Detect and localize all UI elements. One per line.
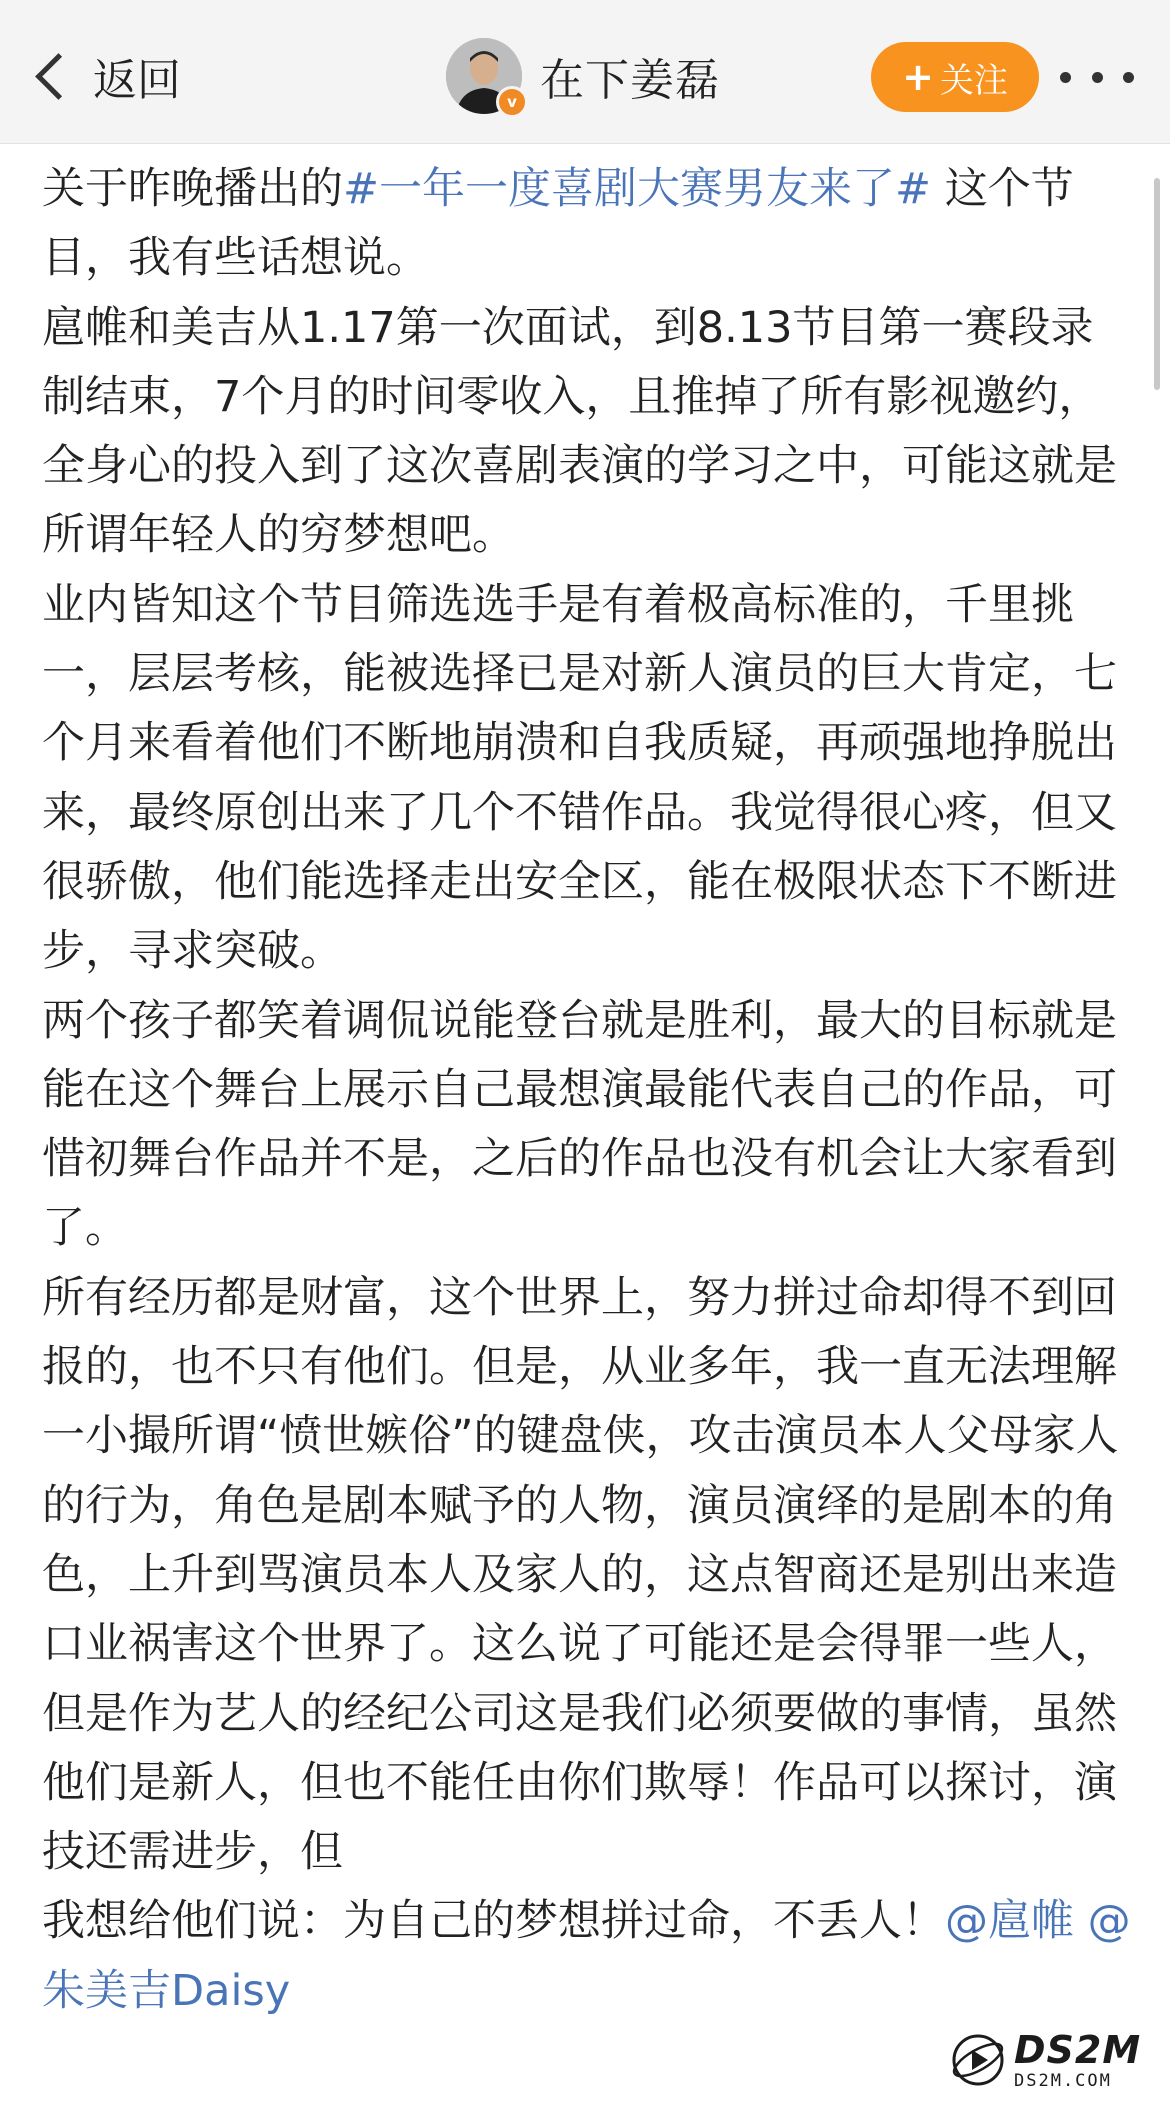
verified-badge-icon: v — [496, 86, 528, 118]
watermark — [948, 2025, 1160, 2095]
mention-link[interactable]: @朱美吉Daisy — [42, 1896, 1131, 2016]
watermark-subtext: DS2M.COM — [1014, 2070, 1112, 2091]
post-paragraph: 扈帷和美吉从1.17第一次面试，到8.13节目第一赛段录制结束，7个月的时间零收入，且推掉了所有影视邀约，全身心的投入到了这次喜剧表演的学习之中，可能这就是所谓年轻人的穷梦想吧。 — [42, 302, 1117, 561]
username[interactable]: 在下姜磊 — [540, 55, 720, 106]
back-button[interactable] — [30, 46, 181, 106]
post-body — [42, 155, 1132, 2026]
back-label: 返回 — [93, 55, 181, 106]
post-paragraph: 业内皆知这个节目筛选选手是有着极高标准的，千里挑一，层层考核，能被选择已是对新人演员的巨大肯定，七个月来看着他们不断地崩溃和自我质疑，再顽强地挣脱出来，最终原创出来了几个不错作品。我觉得很心疼，但又很骄傲，他们能选择走出安全区，能在极限状态下不断进步，寻求突破。 — [42, 579, 1117, 977]
post-paragraph — [42, 1887, 1132, 2026]
mention-link[interactable]: @扈帷 — [945, 1896, 1074, 1947]
more-dot — [1060, 72, 1071, 83]
plus-icon: + — [902, 55, 934, 99]
paragraph-text: 关于昨晚播出的 — [42, 164, 343, 214]
watermark-text: DS2M — [1014, 2027, 1142, 2072]
scrollbar[interactable] — [1154, 178, 1160, 390]
paragraph-text: 我想给他们说：为自己的梦想拼过命，不丢人！ — [42, 1896, 945, 1947]
follow-button[interactable] — [871, 42, 1039, 112]
author-profile[interactable] — [446, 38, 720, 114]
post-paragraph — [42, 155, 1132, 294]
more-dots-icon[interactable] — [1060, 62, 1134, 92]
post-paragraph: 所有经历都是财富，这个世界上，努力拼过命却得不到回报的，也不只有他们。但是，从业多年，我一直无法理解一小撮所谓“愤世嫉俗”的键盘侠，攻击演员本人父母家人的行为，角色是剧本赋予的人物，演员演绎的是剧本的角色，上升到骂演员本人及家人的，这点智商还是别出来造口业祸害这个世界了。这么说了可能还是会得罪一些人，但是作为艺人的经纪公司这是我们必须要做的事情，虽然他们是新人，但也不能任由你们欺辱！作品可以探讨，演技还需进步，但 — [42, 1272, 1119, 1878]
watermark-logo-icon — [948, 2030, 1008, 2090]
follow-label: 关注 — [939, 60, 1008, 101]
hashtag-link[interactable]: #一年一度喜剧大赛男友来了# — [343, 164, 932, 214]
chevron-left-icon — [35, 53, 82, 100]
more-dot — [1092, 72, 1103, 83]
top-navigation-bar — [0, 0, 1170, 144]
paragraph-text: 这个节目，我有些话想说。 — [42, 164, 1074, 284]
post-paragraph: 两个孩子都笑着调侃说能登台就是胜利，最大的目标就是能在这个舞台上展示自己最想演最能代表自己的作品，可惜初舞台作品并不是，之后的作品也没有机会让大家看到了。 — [42, 995, 1117, 1254]
avatar-container[interactable] — [446, 38, 522, 114]
more-dot — [1123, 72, 1134, 83]
